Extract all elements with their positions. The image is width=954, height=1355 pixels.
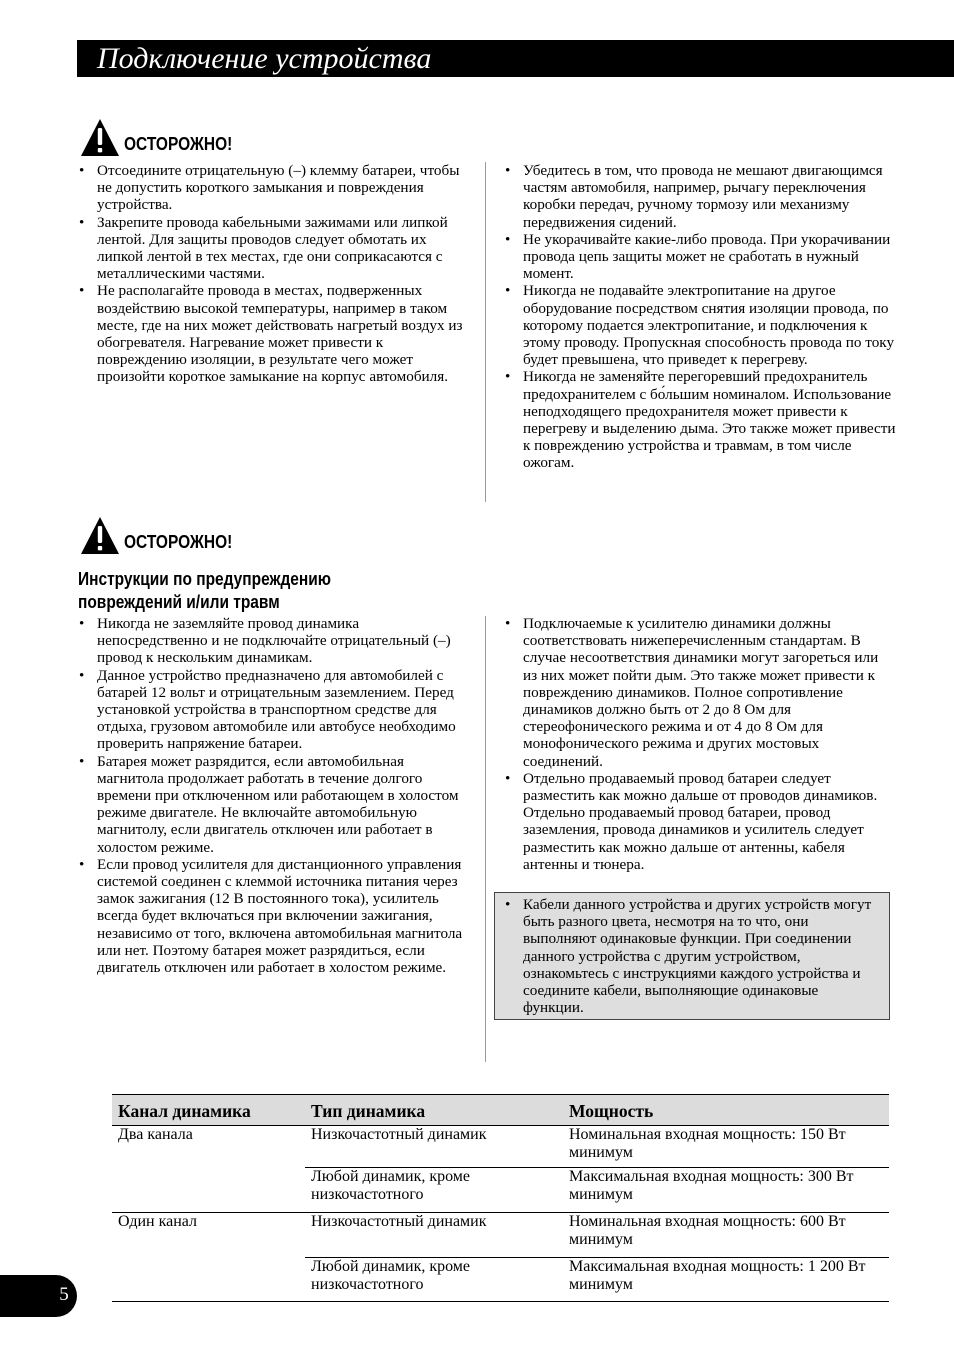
note-box <box>494 892 890 1020</box>
list-item: • Подключаемые к усилителю динамики должны соответствовать нижеперечисленным стандартам. В случае несоответствия динамики могут загореться или из них может пойти дым. Это также может привести к повреждению динамиков. Полное сопротивление динамиков должно быть от 2 до 8 Ом для стереофонического режима и от 4 до 8 Ом для монофонического режима и других мостовых соединений. <box>504 615 896 770</box>
list-item: • Отдельно продаваемый провод батареи следует разместить как можно дальше от проводов динамиков. Отдельно продаваемый провод батареи, провод заземления, провода динамиков и усилитель следует разместить как можно дальше от антенны, кабеля антенны и тюнера. <box>504 770 896 873</box>
table-header: Тип динамика <box>305 1095 563 1126</box>
list-item: • Отсоедините отрицательную (–) клемму батареи, чтобы не допустить короткого замыкания и повреждения устройства. <box>78 162 470 214</box>
warning-triangle-icon <box>80 118 120 158</box>
table-cell-type: Низкочастотный динамик <box>311 1126 487 1143</box>
table-cell-channel: Один канал <box>112 1213 305 1258</box>
table-row <box>112 1126 889 1168</box>
table-cell-power: Максимальная входная мощность: 300 Вт минимум <box>563 1168 889 1213</box>
table-row <box>112 1213 889 1258</box>
warning-triangle-icon <box>80 516 120 556</box>
caution2-left-column <box>78 615 470 976</box>
table-cell-channel <box>112 1168 305 1213</box>
table-cell-power: Номинальная входная мощность: 600 Вт минимум <box>563 1213 889 1258</box>
list-item: • Никогда не подавайте электропитание на другое оборудование посредством снятия изоляции провода, по которому подается электропитание, и подключения к этому проводу. Пропускная способность провода по току будет превышена, что приведет к перегреву. <box>504 282 896 368</box>
list-item: • Если провод усилителя для дистанционного управления системой соединен с клеммой источника питания через замок зажигания (12 В постоянного тока), усилитель всегда будет включаться при включении зажигания, независимо от того, включена автомобильная магнитола или нет. Поэтому батарея может разрядиться, если двигатель отключен или работает в холостом режиме. <box>78 856 470 976</box>
table-cell-type: Любой динамик, кроме низкочастотного <box>305 1168 563 1213</box>
caution-label: ОСТОРОЖНО! <box>124 532 233 552</box>
table-header: Канал динамика <box>112 1095 305 1126</box>
subheading-line: повреждений и/или травм <box>78 592 280 612</box>
list-item: • Никогда не заземляйте провод динамика непосредственно и не подключайте отрицательный (–) провод к нескольким динамикам. <box>78 615 470 667</box>
list-item: • Не располагайте провода в местах, подверженных воздействию высокой температуры, например в таком месте, где на них может действовать нагретый воздух из обогревателя. Нагревание может привести к повреждению изоляции, в результате чего может произойти короткое замыкание на корпус автомобиля. <box>78 282 470 385</box>
table-cell-channel: Два канала <box>118 1126 193 1143</box>
table-row <box>112 1168 889 1213</box>
table-cell-type: Низкочастотный динамик <box>305 1213 563 1258</box>
caution-label: ОСТОРОЖНО! <box>124 134 233 154</box>
column-divider <box>485 616 486 1062</box>
page-number: 5 <box>59 1284 69 1305</box>
table-cell-channel <box>112 1258 305 1302</box>
list-item: • Закрепите провода кабельными зажимами или липкой лентой. Для защиты проводов следует обмотать их липкой лентой в тех местах, где они соприкасаются с металлическими частями. <box>78 214 470 283</box>
column-divider <box>485 162 486 502</box>
section-header-bar <box>77 40 954 77</box>
list-item: • Данное устройство предназначено для автомобилей с батарей 12 вольт и отрицательным заземлением. Перед установкой устройства в транспортном средстве для отдыха, грузовом автомобиле или автобусе необходимо проверить напряжение батареи. <box>78 667 470 753</box>
list-item: • Убедитесь в том, что провода не мешают двигающимся частям автомобиля, например, рычагу переключения коробки передач, ручному тормозу или механизму передвижения сидений. <box>504 162 896 231</box>
subheading-line: Инструкции по предупреждению <box>78 569 331 589</box>
speaker-table <box>112 1094 889 1302</box>
section-title: Подключение устройства <box>97 42 432 75</box>
list-item: • Батарея может разрядится, если автомобильная магнитола продолжает работать в течение долгого времени при отключенном или работающем в холостом режиме двигателе. Не включайте автомобильную магнитолу, если двигатель отключен или работает в холостом режиме. <box>78 753 470 856</box>
list-item: • Никогда не заменяйте перегоревший предохранитель предохранителем с бо́льшим номиналом. Использование неподходящего предохранителя может привести к перегреву и выделению дыма. Это также может привести к повреждению устройства и травмам, в том числе ожогам. <box>504 368 896 471</box>
table-cell-type: Любой динамик, кроме низкочастотного <box>305 1258 563 1302</box>
note-text: • Кабели данного устройства и других устройств могут быть разного цвета, несмотря на то что, они выполняют одинаковые функции. При соединении данного устройства с другим устройством, ознакомьтесь с инструкциями каждого устройства и соедините кабели, выполняющие одинаковые функции. <box>504 896 881 1016</box>
caution2-right-column <box>504 615 896 873</box>
table-cell-power: Номинальная входная мощность: 150 Вт минимум <box>569 1126 846 1161</box>
caution1-right-column <box>504 162 896 472</box>
list-item: • Не укорачивайте какие-либо провода. При укорачивании провода цепь защиты может не сработать в нужный момент. <box>504 231 896 283</box>
table-cell-power: Максимальная входная мощность: 1 200 Вт минимум <box>563 1258 889 1302</box>
table-header: Мощность <box>563 1095 889 1126</box>
table-row <box>112 1258 889 1302</box>
caution1-left-column <box>78 162 470 386</box>
subheading <box>78 568 331 614</box>
